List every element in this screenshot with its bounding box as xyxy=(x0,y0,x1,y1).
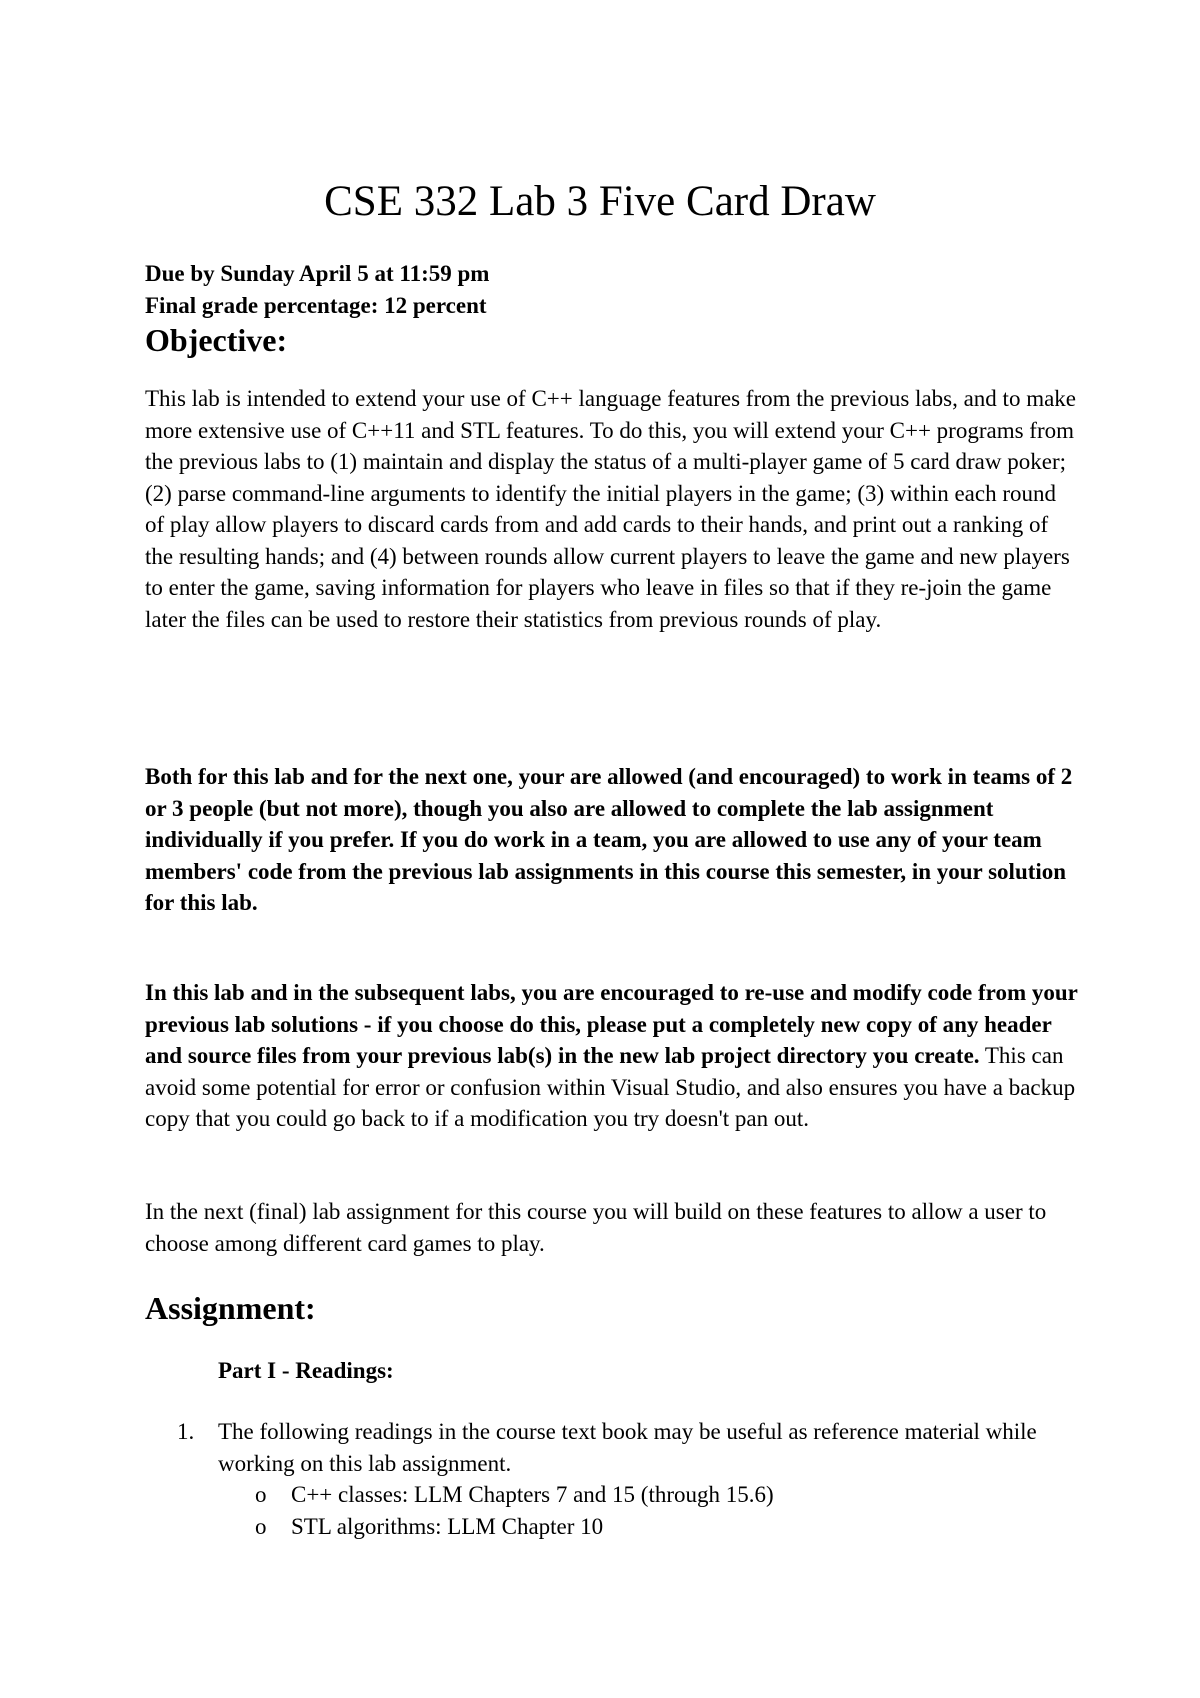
sub-list-item-text: C++ classes: LLM Chapters 7 and 15 (through 15.6) xyxy=(291,1482,774,1507)
reuse-code-explanation: This can avoid some potential for error or confusion within Visual Studio, and also ensures you have a backup copy that you could go back to if a modification you try doesn't pan out. xyxy=(145,1043,1076,1131)
objective-heading: Objective: xyxy=(145,322,288,358)
reuse-code-note: In this lab and in the subsequent labs, you are encouraged to re-use and modify code from your previous lab solutions - if you choose do this, please put a completely new copy of any header and source files from your previous lab(s) in the new lab project directory you create. xyxy=(145,980,1078,1068)
assignment-heading: Assignment: xyxy=(145,1290,316,1326)
assignment-meta xyxy=(145,258,1085,322)
objective-paragraph-4: In the next (final) lab assignment for this course you will build on these features to allow a user to choose among different card games to play. xyxy=(145,1199,1047,1256)
page-title: CSE 332 Lab 3 Five Card Draw xyxy=(324,178,876,225)
bullet-icon: o xyxy=(255,1514,267,1539)
list-item-number: 1. xyxy=(177,1419,195,1444)
objective-paragraph-3 xyxy=(145,977,1080,1135)
grade-percentage: Final grade percentage: 12 percent xyxy=(145,293,487,318)
due-date: Due by Sunday April 5 at 11:59 pm xyxy=(145,261,490,286)
bullet-icon: o xyxy=(255,1482,267,1507)
part-1-heading: Part I - Readings: xyxy=(218,1358,394,1383)
objective-paragraph-1: This lab is intended to extend your use of C++ language features from the previous labs, and to make more extensive use of C++11 and STL features. To do this, you will extend your C++ programs from the previous labs to (1) maintain and display the status of a multi-player game of 5 card draw poker; (2) parse command-line arguments to identify the initial players in the game; (3) within each round of play allow players to discard cards from and add cards to their hands, and print out a ranking of the resulting hands; and (4) between rounds allow current players to leave the game and new players to enter the game, saving information for players who leave in files so that if they re-join the game later the files can be used to restore their statistics from previous rounds of play. xyxy=(145,386,1077,632)
list-item-text: The following readings in the course text book may be useful as reference material while working on this lab assignment. xyxy=(218,1419,1037,1476)
sub-list-item-text: STL algorithms: LLM Chapter 10 xyxy=(291,1514,604,1539)
objective-paragraph-2: Both for this lab and for the next one, your are allowed (and encouraged) to work in teams of 2 or 3 people (but not more), though you also are allowed to complete the lab assignment individually if you prefer. If you do work in a team, you are allowed to use any of your team members' code from the previous lab assignments in this course this semester, in your solution for this lab. xyxy=(145,764,1073,915)
